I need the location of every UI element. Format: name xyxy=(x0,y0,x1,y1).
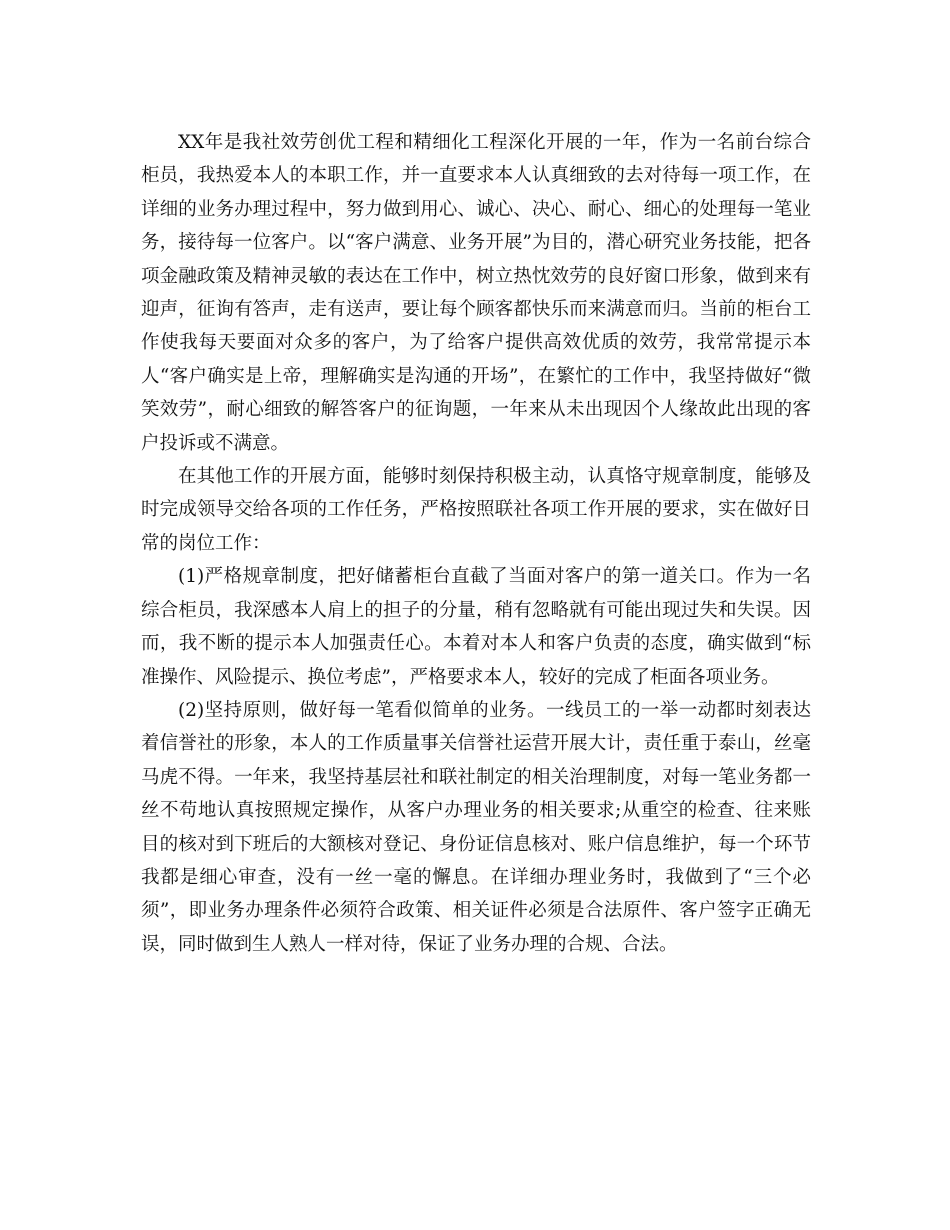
paragraph-1: XX年是我社效劳创优工程和精细化工程深化开展的一年，作为一名前台综合柜员，我热爱本人的本职工作，并一直要求本人认真细致的去对待每一项工作，在详细的业务办理过程中，努力做到用心、诚心、决心、耐心、细心的处理每一笔业务，接待每一位客户。以“客户满意、业务开展”为目的，潜心研究业务技能，把各项金融政策及精神灵敏的表达在工作中，树立热忱效劳的良好窗口形象，做到来有迎声，征询有答声，走有送声，要让每个顾客都快乐而来满意而归。当前的柜台工作使我每天要面对众多的客户，为了给客户提供高效优质的效劳，我常常提示本人“客户确实是上帝，理解确实是沟通的开场”，在繁忙的工作中，我坚持做好“微笑效劳”，耐心细致的解答客户的征询题，一年来从未出现因个人缘故此出现的客户投诉或不满意。 xyxy=(141,132,811,454)
paragraph-2: 在其他工作的开展方面，能够时刻保持积极主动，认真恪守规章制度，能够及时完成领导交给各项的工作任务，严格按照联社各项工作开展的要求，实在做好日常的岗位工作： xyxy=(141,466,811,554)
document-body xyxy=(141,126,811,961)
paragraph-4: (2)坚持原则，做好每一笔看似简单的业务。一线员工的一举一动都时刻表达着信誉社的形象，本人的工作质量事关信誉社运营开展大计，责任重于泰山，丝毫马虎不得。一年来，我坚持基层社和联社制定的相关治理制度，对每一笔业务都一丝不苟地认真按照规定操作，从客户办理业务的相关要求;从重空的检查、往来账目的核对到下班后的大额核对登记、身份证信息核对、账户信息维护，每一个环节我都是细心审查，没有一丝一毫的懈息。在详细办理业务时，我做到了“三个必须”，即业务办理条件必须符合政策、相关证件必须是合法原件、客户签字正确无误，同时做到生人熟人一样对待，保证了业务办理的合规、合法。 xyxy=(141,699,811,955)
paragraph-3: (1)严格规章制度，把好储蓄柜台直截了当面对客户的第一道关口。作为一名综合柜员，我深感本人肩上的担子的分量，稍有忽略就有可能出现过失和失误。因而，我不断的提示本人加强责任心。本着对本人和客户负责的态度，确实做到“标准操作、风险提示、换位考虑”，严格要求本人，较好的完成了柜面各项业务。 xyxy=(141,566,811,688)
